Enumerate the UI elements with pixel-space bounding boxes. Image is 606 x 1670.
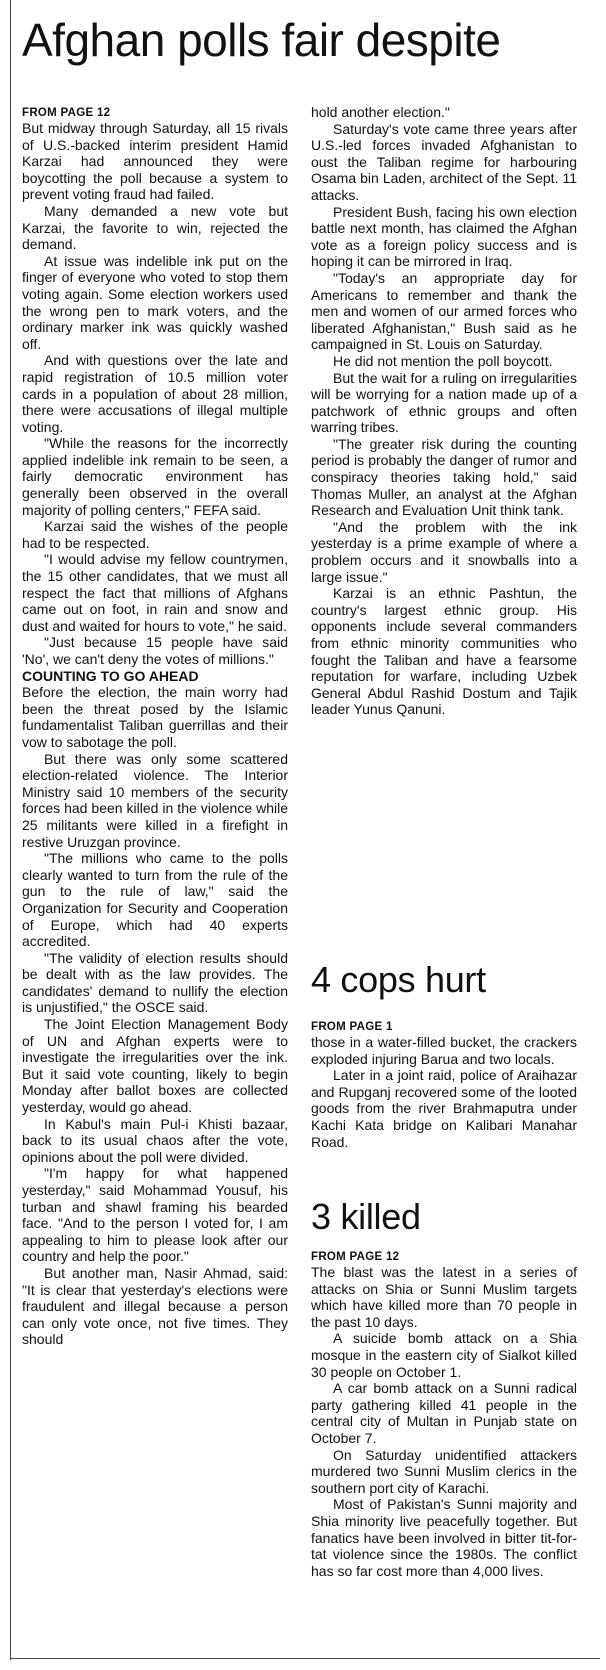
paragraph: "Today's an appropriate day for Americans to remember and thank the men and women of our armed forces who liberated Afghanistan," Bush said as he campaigned in St. Louis on Saturday. bbox=[311, 269, 577, 353]
paragraph: At issue was indelible ink put on the finger of everyone who voted to stop them voting again. Some election workers used the wrong pen to mark voters, and the ordinary marker ink was quickly washed off. bbox=[22, 252, 288, 352]
page-bottom-rule bbox=[10, 1658, 600, 1659]
paragraph: Karzai is an ethnic Pashtun, the country's largest ethnic group. His opponents include several commanders from ethnic minority communities who fought the Taliban and have a fearsome reputation for warfare, including Uzbek General Abdul Rashid Dostum and Tajik leader Yunus Qanuni. bbox=[311, 585, 577, 718]
cops-story-body bbox=[311, 1020, 577, 1150]
paragraph: He did not mention the poll boycott. bbox=[333, 352, 553, 369]
main-kicker: FROM PAGE 12 bbox=[22, 107, 111, 119]
paragraph: "The validity of election results should be dealt with as the law provides. The candidates' demand to nullify the election is unjustified," the OSCE said. bbox=[22, 949, 288, 1016]
paragraph: those in a water-filled bucket, the crackers exploded injuring Barua and two locals. bbox=[311, 1034, 577, 1067]
column-rule-left bbox=[10, 0, 11, 1660]
cops-kicker: FROM PAGE 1 bbox=[311, 1021, 393, 1033]
paragraph: "And the problem with the ink yesterday is a prime example of where a problem occurs and it snowballs into a large issue." bbox=[311, 518, 577, 585]
paragraph: "The millions who came to the polls clearly wanted to turn from the rule of the gun to the rule of law," said the Organization for Security and Cooperation of Europe, which had 40 experts accredited. bbox=[22, 850, 288, 950]
paragraph: But there was only some scattered election-related violence. The Interior Ministry said 10 members of the security forces had been killed in the violence while 25 militants were killed in a firefight in restive Uruzgan province. bbox=[22, 750, 288, 850]
cops-headline: 4 cops hurt bbox=[311, 959, 486, 1000]
paragraph: "The greater risk during the counting period is probably the danger of rumor and conspiracy theories taking hold," said Thomas Muller, an analyst at the Afghan Research and Evaluation Unit think tank. bbox=[311, 435, 577, 519]
main-story-column-2 bbox=[311, 104, 577, 718]
paragraph: The blast was the latest in a series of attacks on Shia or Sunni Muslim targets which have killed more than 70 people in the past 10 days. bbox=[311, 1264, 577, 1330]
killed-story-body bbox=[311, 1250, 577, 1579]
paragraph: On Saturday unidentified attackers murdered two Sunni Muslim clerics in the southern port city of Karachi. bbox=[311, 1446, 577, 1496]
paragraph: Karzai said the wishes of the people had to be respected. bbox=[22, 518, 288, 551]
paragraph: And with questions over the late and rapid registration of 10.5 million voter cards in a population of about 28 million, there were accusations of illegal multiple voting. bbox=[22, 352, 288, 435]
paragraph: hold another election." bbox=[311, 104, 450, 120]
paragraph: President Bush, facing his own election battle next month, has claimed the Afghan vote as a foreign policy success and is hoping it can be mirrored in Iraq. bbox=[311, 203, 577, 270]
paragraph: A car bomb attack on a Sunni radical party gathering killed 41 people in the central city of Multan in Punjab state on October 7. bbox=[311, 1380, 577, 1446]
paragraph: But the wait for a ruling on irregularities will be worrying for a nation made up of a patchwork of ethnic groups and often warring tribes. bbox=[311, 369, 577, 436]
paragraph: But another man, Nasir Ahmad, said: "It is clear that yesterday's elections were fraudulent and illegal because a person can only vote once, not five times. They should bbox=[22, 1264, 288, 1348]
main-headline: Afghan polls fair despite bbox=[22, 14, 501, 66]
killed-headline: 3 killed bbox=[311, 1196, 421, 1237]
paragraph: In Kabul's main Pul-i Khisti bazaar, back to its usual chaos after the vote, opinions about the poll were divided. bbox=[22, 1115, 288, 1165]
paragraph: Most of Pakistan's Sunni majority and Shia minority live peacefully together. But fanatics have been involved in bitter tit-for-tat violence since the 1980s. The conflict has so far cost more than 4,000 lives. bbox=[311, 1496, 577, 1579]
paragraph: A suicide bomb attack on a Shia mosque in the eastern city of Sialkot killed 30 people on October 1. bbox=[311, 1330, 577, 1380]
paragraph: Later in a joint raid, police of Araihazar and Rupganj recovered some of the looted goods from the river Brahmaputra under Kachi Kata bridge on Kalibari Manahar Road. bbox=[311, 1067, 577, 1150]
paragraph: Saturday's vote came three years after U.S.-led forces invaded Afghanistan to oust the Taliban regime for harbouring Osama bin Laden, architect of the Sept. 11 attacks. bbox=[311, 120, 577, 203]
paragraph: Many demanded a new vote but Karzai, the favorite to win, rejected the demand. bbox=[22, 202, 288, 253]
paragraph: "While the reasons for the incorrectly applied indelible ink remain to be seen, a fairly democratic environment has generally been observed in the overall majority of polling centers," FEFA said. bbox=[22, 435, 288, 518]
paragraph: But midway through Saturday, all 15 rivals of U.S.-backed interim president Hamid Karzai had announced they were boycotting the poll because a system to prevent voting fraud had failed. bbox=[22, 120, 288, 203]
paragraph: "I would advise my fellow countrymen, the 15 other candidates, that we must all respect the fact that millions of Afghans came out on foot, in rain and snow and dust and waited for hours to vote," he said. bbox=[22, 551, 288, 634]
paragraph: Before the election, the main worry had been the threat posed by the Islamic fundamentalist Taliban guerrillas and their vow to sabotage the poll. bbox=[22, 684, 288, 750]
main-story-column-1 bbox=[22, 106, 288, 1348]
paragraph: "I'm happy for what happened yesterday," said Mohammad Yousuf, his turban and shawl framing his bearded face. "And to the person I voted for, I am appealing to him to please look after our country and help the poor." bbox=[22, 1165, 288, 1265]
paragraph: "Just because 15 people have said 'No', we can't deny the votes of millions." bbox=[22, 634, 288, 667]
killed-kicker: FROM PAGE 12 bbox=[311, 1251, 400, 1263]
paragraph: The Joint Election Management Body of UN and Afghan experts were to investigate the irregularities over the ink. But it said vote counting, likely to begin Monday after ballot boxes are collected yesterday, would go ahead. bbox=[22, 1016, 288, 1116]
subhead: COUNTING TO GO AHEAD bbox=[22, 667, 199, 684]
